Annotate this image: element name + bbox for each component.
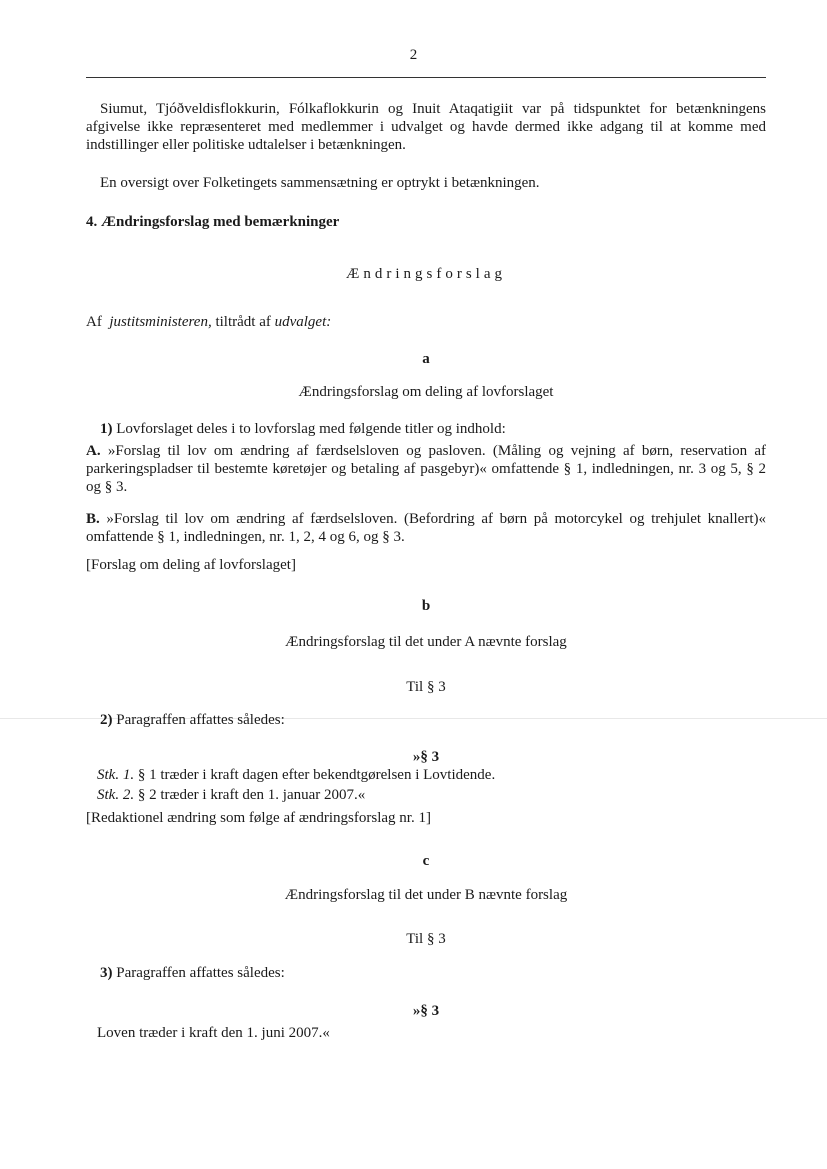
- header-rule: [86, 77, 766, 78]
- item-1-number: 1): [100, 421, 113, 437]
- law-text: Loven træder i kraft den 1. juni 2007.«: [97, 1025, 330, 1041]
- item-1: [86, 420, 766, 438]
- item-3: [86, 964, 766, 982]
- proposal-a-text: »Forslag til lov om ændring af færdselsloven og pasloven. (Måling og vejning af børn, reservation af parkeringspladser til bestemte køretøjer og betaling af pasgebyr)« omfattende § 1, indledningen, nr. 3 og 5, § 2 og § 3.: [86, 443, 766, 495]
- proposal-a: [86, 442, 766, 496]
- part-c-paragraph-head: »§ 3: [412, 1003, 440, 1019]
- page-number: 2: [409, 47, 418, 63]
- committee-name: udvalget:: [274, 314, 332, 330]
- item-3-number: 3): [100, 965, 113, 981]
- part-b-paragraph-head: »§ 3: [412, 749, 440, 765]
- item-2-text: Paragraffen affattes således:: [112, 712, 285, 728]
- item-2: [86, 711, 766, 729]
- proposal-b-label: B.: [86, 511, 100, 527]
- part-b-letter: b: [421, 598, 431, 614]
- stk-1-label: Stk. 1.: [97, 767, 135, 783]
- part-a-title: Ændringsforslag om deling af lovforslaget: [298, 384, 554, 400]
- part-a-note: [Forslag om deling af lovforslaget]: [86, 557, 296, 573]
- intro-paragraph-2: En oversigt over Folketingets sammensætning er optrykt i betænkningen.: [100, 175, 540, 191]
- author-name: justitsministeren,: [109, 314, 212, 330]
- item-3-text: Paragraffen affattes således:: [112, 965, 285, 981]
- part-b-til: Til § 3: [406, 679, 446, 695]
- stk-2-label: Stk. 2.: [97, 787, 135, 803]
- stk-2: [97, 786, 766, 804]
- proposal-b-text: »Forslag til lov om ændring af færdselsloven. (Befordring af børn på motorcykel og trehjulet knallert)« omfattende § 1, indledningen, nr. 1, 2, 4 og 6, og § 3.: [86, 511, 766, 545]
- item-2-number: 2): [100, 712, 113, 728]
- part-b-title: Ændringsforslag til det under A nævnte forslag: [285, 634, 567, 650]
- part-c-letter: c: [422, 853, 430, 869]
- section-heading: 4. Ændringsforslag med bemærkninger: [86, 214, 340, 230]
- part-a-letter: a: [422, 351, 430, 367]
- part-b-note: [Redaktionel ændring som følge af ændringsforslag nr. 1]: [86, 810, 431, 826]
- proposal-a-label: A.: [86, 443, 101, 459]
- stk-1: [97, 766, 766, 784]
- intro-paragraph-1: Siumut, Tjóðveldisflokkurin, Fólkaflokkurin og Inuit Ataqatigiit var på tidspunktet for betænkningens afgivelse ikke repræsenteret med medlemmer i udvalget og havde dermed ikke adgang til at komme med indstillinger eller politiske udtalelser i betænkningen.: [86, 101, 766, 153]
- item-1-text: Lovforslaget deles i to lovforslag med følgende titler og indhold:: [112, 421, 506, 437]
- stk-2-text: § 2 træder i kraft den 1. januar 2007.«: [134, 787, 366, 803]
- proposal-b: [86, 510, 766, 546]
- part-c-til: Til § 3: [406, 931, 446, 947]
- author-mid: tiltrådt af: [211, 314, 275, 330]
- author-prefix: Af: [86, 314, 102, 330]
- stk-1-text: § 1 træder i kraft dagen efter bekendtgørelsen i Lovtidende.: [134, 767, 496, 783]
- section-subtitle: Ændringsforslag: [346, 266, 506, 282]
- part-c-title: Ændringsforslag til det under B nævnte forslag: [284, 887, 568, 903]
- author-line: [86, 313, 766, 331]
